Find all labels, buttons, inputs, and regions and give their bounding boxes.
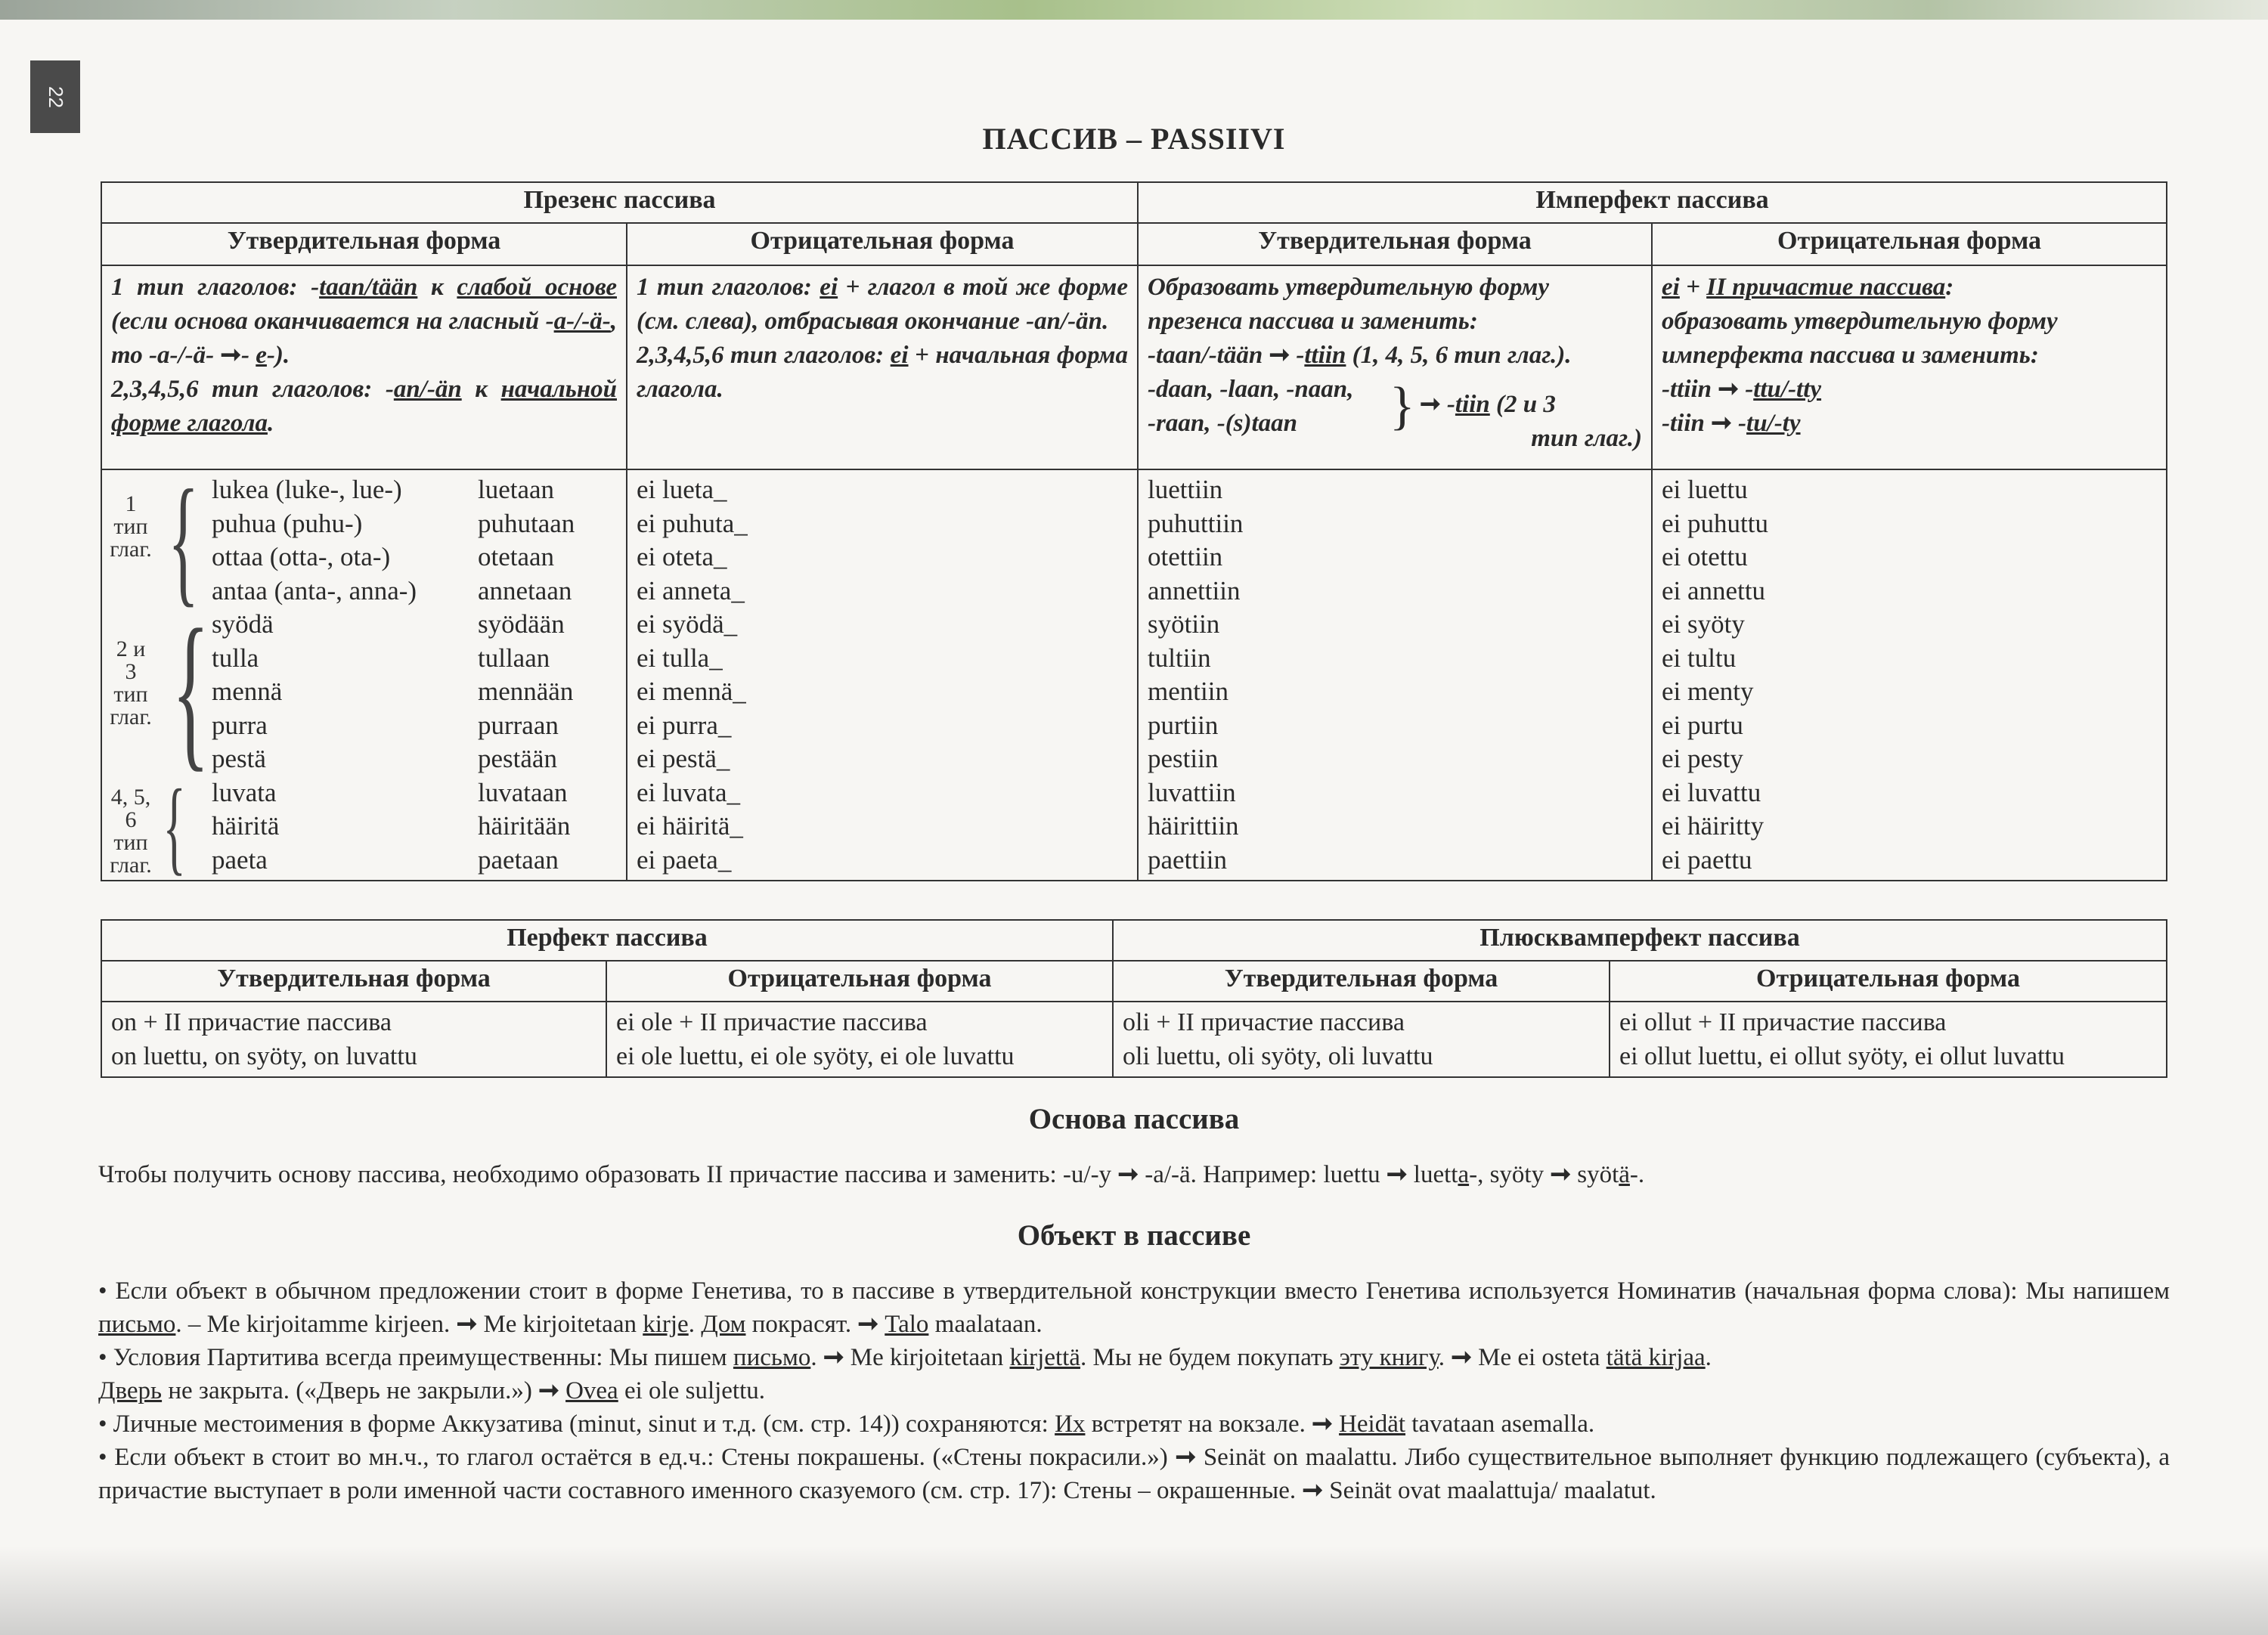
text: Чтобы получить основу пассива, необходимо образовать II причастие пассива и заменить: -u/-y	[98, 1161, 1118, 1188]
rule-text: -daan, -laan, -naan,	[1148, 376, 1354, 403]
rule-text: , то -а-/-ä-	[111, 308, 617, 369]
imperfekt-aff-rule	[1138, 265, 1652, 469]
rule-term: ei	[890, 342, 909, 369]
text: .	[688, 1311, 702, 1338]
verb-form-inf: puhua (puhu-)	[212, 508, 363, 538]
verb-form-pres: luetaan	[478, 475, 555, 504]
arrow-icon: ➞	[823, 1344, 844, 1371]
arrow-icon: ➞	[1711, 410, 1732, 437]
right-brace-icon: }	[1390, 377, 1415, 435]
text: Me kirjoitetaan	[844, 1344, 1010, 1371]
bullet-pronouns	[98, 1407, 2170, 1441]
rule-suffix: a-/-ä-	[553, 308, 611, 335]
rule-suffix: tiin	[1455, 391, 1490, 418]
object-word: kirjettä	[1009, 1344, 1080, 1371]
verb-form-imp-neg: ei paettu	[1662, 844, 1752, 875]
verb-form-inf: mennä	[212, 677, 283, 706]
text: .	[1705, 1344, 1712, 1371]
group-label: 1 тип глаг.	[110, 491, 152, 562]
verb-form-imp-neg: ei tultu	[1662, 643, 1737, 673]
object-word: эту книгу	[1339, 1344, 1439, 1371]
verb-form-imp-neg: ei otettu	[1662, 542, 1748, 571]
object-word: Дверь	[98, 1377, 163, 1404]
verb-form-inf: tulla	[212, 643, 259, 673]
arrow-icon: ➞	[1269, 342, 1290, 369]
rule-text: .	[267, 410, 274, 437]
rule-text: -	[241, 342, 250, 369]
verb-form-pres-neg: ei luvata_	[637, 777, 741, 807]
object-word: kirje	[643, 1311, 689, 1338]
page-number: 22	[44, 85, 67, 108]
stem-vowel: ä	[1619, 1161, 1630, 1188]
passive-present-imperfect-table	[101, 181, 2167, 885]
presens-aff-rule	[101, 265, 627, 469]
imperfect-negative-column	[1652, 469, 2167, 881]
present-negative-column	[627, 469, 1138, 881]
stem-heading: Основа пассива	[1028, 1103, 1240, 1135]
verb-form-inf: purra	[212, 710, 268, 740]
rule-text: 1 тип глаголов:	[637, 274, 820, 301]
rule-suffix: e	[256, 342, 267, 369]
verb-form-imp-neg: ei annettu	[1662, 575, 1766, 605]
infinitive-column	[212, 473, 417, 877]
rule-line: ei ollut + II причастие пассива	[1619, 1008, 1947, 1036]
plusquam-neg-cell	[1610, 1002, 2167, 1077]
rule-text: тип глаг.)	[1531, 425, 1643, 452]
rule-term: II причастие пассива	[1706, 274, 1946, 301]
verb-form-pres: pestään	[478, 744, 557, 773]
verb-form-pres-neg: ei häiritä_	[637, 811, 743, 841]
object-paragraphs	[98, 1274, 2170, 1507]
verb-form-imp-neg: ei luettu	[1662, 475, 1748, 504]
verb-form-pres: häiritään	[478, 811, 571, 841]
arrow-icon: ➞	[1175, 1444, 1197, 1471]
presens-neg-header: Отрицательная форма	[627, 223, 1138, 265]
arrow-icon: ➞	[456, 1311, 478, 1338]
text: syöt	[1571, 1161, 1619, 1188]
verb-form-pres: puhutaan	[478, 508, 575, 538]
rule-text: + глагол в той же форме (см. слева), отбрасывая окончание -an/-än.	[637, 274, 1129, 335]
rule-text: Образовать утвердительную форму презенса пассива и заменить:	[1148, 274, 1549, 335]
rule-text: + начальная форма глагола.	[637, 342, 1129, 403]
rule-term: ei	[820, 274, 838, 301]
verb-form-pres-neg: ei lueta_	[637, 475, 727, 504]
rule-line: oli + II причастие пассива	[1123, 1008, 1405, 1036]
verb-form-pres: luvataan	[478, 777, 568, 807]
verb-form-imp: annettiin	[1148, 575, 1241, 605]
verb-form-imp-neg: ei menty	[1662, 677, 1754, 706]
verb-form-imp-neg: ei syöty	[1662, 609, 1745, 639]
imperfekt-header: Имперфект пассива	[1138, 182, 2167, 223]
arrow-icon: ➞	[1386, 1161, 1408, 1188]
perfekt-aff-header: Утвердительная форма	[101, 961, 606, 1002]
text: покрасят.	[745, 1311, 858, 1338]
verb-form-pres-neg: ei puhuta_	[637, 508, 748, 538]
imperfekt-aff-header: Утвердительная форма	[1138, 223, 1652, 265]
verb-form-imp: pestiin	[1148, 744, 1219, 773]
arrow-icon: ➞	[1718, 376, 1739, 403]
verb-form-imp-neg: ei pesty	[1662, 744, 1743, 773]
verb-form-pres-neg: ei oteta_	[637, 542, 727, 571]
verb-form-pres-neg: ei anneta_	[637, 575, 745, 605]
left-brace-icon: {	[172, 593, 210, 786]
object-word: Heidät	[1339, 1410, 1406, 1438]
verb-form-pres: purraan	[478, 710, 559, 740]
text: tavataan asemalla.	[1405, 1410, 1595, 1438]
top-edge-strip	[0, 0, 2268, 20]
verb-form-imp: puhuttiin	[1148, 508, 1244, 538]
rule-text: -	[1731, 410, 1747, 437]
verb-form-pres-neg: ei mennä_	[637, 677, 746, 706]
example-line: ei ole luettu, ei ole syöty, ei ole luvattu	[616, 1042, 1015, 1070]
group-label: 4, 5, 6 тип глаг.	[110, 785, 152, 878]
object-heading: Объект в пассиве	[1017, 1219, 1251, 1252]
rule-text: -	[1290, 342, 1305, 369]
verb-form-pres: mennään	[478, 677, 574, 706]
text: • Если объект в стоит во мн.ч., то глагол остаётся в ед.ч.: Стены покрашены. («Стены покрасили.»)	[98, 1444, 1176, 1471]
text: Seinät on maalattu. Либо существительное выполняет функцию подлежащего (субъекта), а причастие выступает в роли именной части составного именного сказуемого (см. стр. 17): Стены – окрашенные.	[98, 1444, 2170, 1504]
verb-form-pres-neg: ei pestä_	[637, 744, 730, 773]
rule-text: (1, 4, 5, 6 тип глаг.).	[1346, 342, 1572, 369]
plusquam-aff-cell	[1113, 1002, 1610, 1077]
arrow-icon: ➞	[1451, 1344, 1472, 1371]
verb-form-pres-neg: ei tulla_	[637, 643, 723, 673]
rule-suffix: ttu/-tty	[1753, 376, 1822, 403]
example-line: on luettu, on syöty, on luvattu	[111, 1042, 417, 1070]
text: • Если объект в обычном предложении стоит в форме Генетива, то в пассиве в утвердительной конструкции вместо Генетива используется Номинатив (начальная форма слова): Мы напишем	[98, 1277, 2170, 1305]
presens-aff-verbs	[101, 461, 627, 885]
arrow-icon: ➞	[1117, 1161, 1139, 1188]
rule-text: -).	[266, 342, 290, 369]
text: . Мы не будем покупать	[1080, 1344, 1340, 1371]
rule-text: :	[1945, 274, 1954, 301]
object-word: письмо	[733, 1344, 811, 1371]
text: -, syöty	[1469, 1161, 1551, 1188]
text: Seinät ovat maalattuja/ maalatut.	[1323, 1477, 1656, 1504]
rule-term: слабой основе	[457, 274, 617, 301]
verb-form-inf: ottaa (otta-, ota-)	[212, 542, 391, 571]
perfekt-neg-cell	[606, 1002, 1113, 1077]
imperfekt-brace-group	[1148, 373, 1642, 456]
rule-text: -	[1440, 391, 1455, 418]
verb-form-inf: syödä	[212, 609, 274, 639]
passive-perfect-pluperfect-table	[101, 919, 2167, 1078]
verb-form-imp-neg: ei häiritty	[1662, 811, 1765, 841]
verb-form-pres: syödään	[478, 609, 565, 639]
rule-suffix: an/-än	[393, 376, 462, 403]
verb-form-pres: annetaan	[478, 575, 572, 605]
plusquam-neg-header: Отрицательная форма	[1610, 961, 2167, 1002]
text: -.	[1629, 1161, 1645, 1188]
bullet-plural	[98, 1441, 2170, 1507]
verb-form-inf: luvata	[212, 777, 277, 807]
arrow-icon: ➞	[220, 342, 242, 369]
rule-text: (2 и 3	[1489, 391, 1556, 418]
object-word: Ovea	[565, 1377, 618, 1404]
stem-vowel: a	[1458, 1161, 1470, 1188]
object-word: Их	[1055, 1410, 1086, 1438]
rule-text: -taan/-tään	[1148, 342, 1269, 369]
verb-form-imp: luvattiin	[1148, 777, 1236, 807]
rule-text: к	[461, 376, 501, 403]
plusquam-header: Плюсквамперфект пассива	[1113, 920, 2167, 961]
verb-form-pres: otetaan	[478, 542, 555, 571]
rule-text: 2,3,4,5,6 тип глаголов:	[637, 342, 891, 369]
arrow-icon: ➞	[1550, 1161, 1571, 1188]
object-word: Talo	[885, 1311, 929, 1338]
imperfekt-neg-header: Отрицательная форма	[1652, 223, 2167, 265]
verb-grid	[102, 461, 626, 885]
verb-form-imp: häirittiin	[1148, 811, 1239, 841]
verb-form-inf: antaa (anta-, anna-)	[212, 575, 417, 605]
rule-text: -	[1738, 376, 1754, 403]
example-line: ei ollut luettu, ei ollut syöty, ei ollut luvattu	[1619, 1042, 2065, 1070]
imperfect-affirmative-column	[1138, 469, 1652, 881]
text: не закрыта. («Дверь не закрыли.»)	[162, 1377, 539, 1404]
arrow-icon: ➞	[538, 1377, 559, 1404]
text: .	[810, 1344, 823, 1371]
verb-form-imp-neg: ei puhuttu	[1662, 508, 1768, 538]
verb-form-imp: purtiin	[1148, 710, 1219, 740]
verb-form-inf: lukea (luke-, lue-)	[212, 475, 402, 504]
verb-form-imp: paettiin	[1148, 844, 1227, 875]
arrow-icon: ➞	[1312, 1410, 1333, 1438]
left-brace-icon: {	[168, 461, 200, 620]
object-word: Дом	[701, 1311, 746, 1338]
rule-text: -raan, -(s)taan	[1148, 410, 1298, 437]
text: • Условия Партитива всегда преимущественны: Мы пишем	[98, 1344, 733, 1371]
rule-line: on + II причастие пассива	[111, 1008, 392, 1036]
rule-text: -tiin	[1662, 410, 1712, 437]
arrow-icon: ➞	[1420, 391, 1441, 418]
verb-form-imp: luettiin	[1148, 475, 1223, 504]
rule-line: ei ole + II причастие пассива	[616, 1008, 928, 1036]
page-title: ПАССИВ – PASSIIVI	[982, 122, 1286, 156]
perfekt-neg-header: Отрицательная форма	[606, 961, 1113, 1002]
rule-text: -ttiin	[1662, 376, 1718, 403]
verb-form-inf: paeta	[212, 844, 268, 875]
rule-text: к	[417, 274, 457, 301]
stem-paragraph	[98, 1158, 2170, 1191]
bottom-shadow	[0, 1546, 2268, 1635]
verb-form-pres: paetaan	[478, 844, 559, 875]
rule-suffix: tu/-ty	[1746, 410, 1801, 437]
verb-form-imp: otettiin	[1148, 542, 1223, 571]
rule-text: образовать утвердительную форму имперфекта пассива и заменить:	[1662, 308, 2058, 369]
object-word: письмо	[98, 1311, 176, 1338]
left-brace-icon: {	[163, 768, 186, 885]
rule-term: ei	[1662, 274, 1680, 301]
perfekt-aff-cell	[101, 1002, 606, 1077]
verb-form-imp-neg: ei luvattu	[1662, 777, 1761, 807]
text: . – Me kirjoitamme kirjeen.	[175, 1311, 457, 1338]
verb-form-inf: häiritä	[212, 811, 280, 841]
text: ei ole suljettu.	[618, 1377, 766, 1404]
text: встретят на вокзале.	[1085, 1410, 1312, 1438]
verb-form-pres-neg: ei paeta_	[637, 844, 732, 875]
rule-text: +	[1679, 274, 1707, 301]
plusquam-aff-header: Утвердительная форма	[1113, 961, 1610, 1002]
text	[878, 1311, 885, 1338]
rule-text: 1 тип глаголов: -	[111, 274, 320, 301]
rule-suffix: taan/tään	[319, 274, 418, 301]
verb-form-imp-neg: ei purtu	[1662, 710, 1743, 740]
text	[559, 1377, 565, 1404]
presens-neg-rule	[627, 265, 1138, 469]
presens-aff-header: Утвердительная форма	[101, 223, 627, 265]
rule-term: начальной форме глагола	[111, 376, 617, 437]
verb-form-pres: tullaan	[478, 643, 550, 673]
perfekt-header: Перфект пассива	[101, 920, 1113, 961]
verb-form-imp: syötiin	[1148, 609, 1220, 639]
group-label: 2 и 3 тип глаг.	[110, 636, 152, 729]
example-line: oli luettu, oli syöty, oli luvattu	[1123, 1042, 1433, 1070]
rule-suffix: ttiin	[1304, 342, 1346, 369]
arrow-icon: ➞	[1302, 1477, 1324, 1504]
verb-form-imp: tultiin	[1148, 643, 1211, 673]
text: .	[1438, 1344, 1452, 1371]
text: Me ei osteta	[1471, 1344, 1606, 1371]
verb-form-pres-neg: ei syödä_	[637, 609, 738, 639]
rule-text: 2,3,4,5,6 тип глаголов: -	[111, 376, 394, 403]
verb-form-imp: mentiin	[1148, 677, 1228, 706]
text: luett	[1407, 1161, 1458, 1188]
imperfekt-brace-result	[1420, 388, 1556, 422]
present-affirmative-column	[478, 473, 575, 877]
arrow-icon: ➞	[857, 1311, 878, 1338]
text	[1333, 1410, 1339, 1438]
text: • Личные местоимения в форме Аккузатива (minut, sinut и т.д. (см. стр. 14)) сохраняются:	[98, 1410, 1055, 1438]
presens-header: Презенс пассива	[101, 182, 1138, 223]
rule-text: (если основа оканчивается на гласный -	[111, 308, 554, 335]
verb-form-inf: pestä	[212, 744, 266, 773]
imperfekt-neg-rule	[1652, 265, 2167, 469]
text: maalataan.	[928, 1311, 1043, 1338]
verb-form-pres-neg: ei purra_	[637, 710, 732, 740]
object-word: tätä kirjaa	[1606, 1344, 1706, 1371]
bullet-partitive	[98, 1341, 2170, 1407]
bullet-genitive	[98, 1274, 2170, 1341]
text: Me kirjoitetaan	[477, 1311, 643, 1338]
text: -a/-ä. Например: luettu	[1138, 1161, 1387, 1188]
